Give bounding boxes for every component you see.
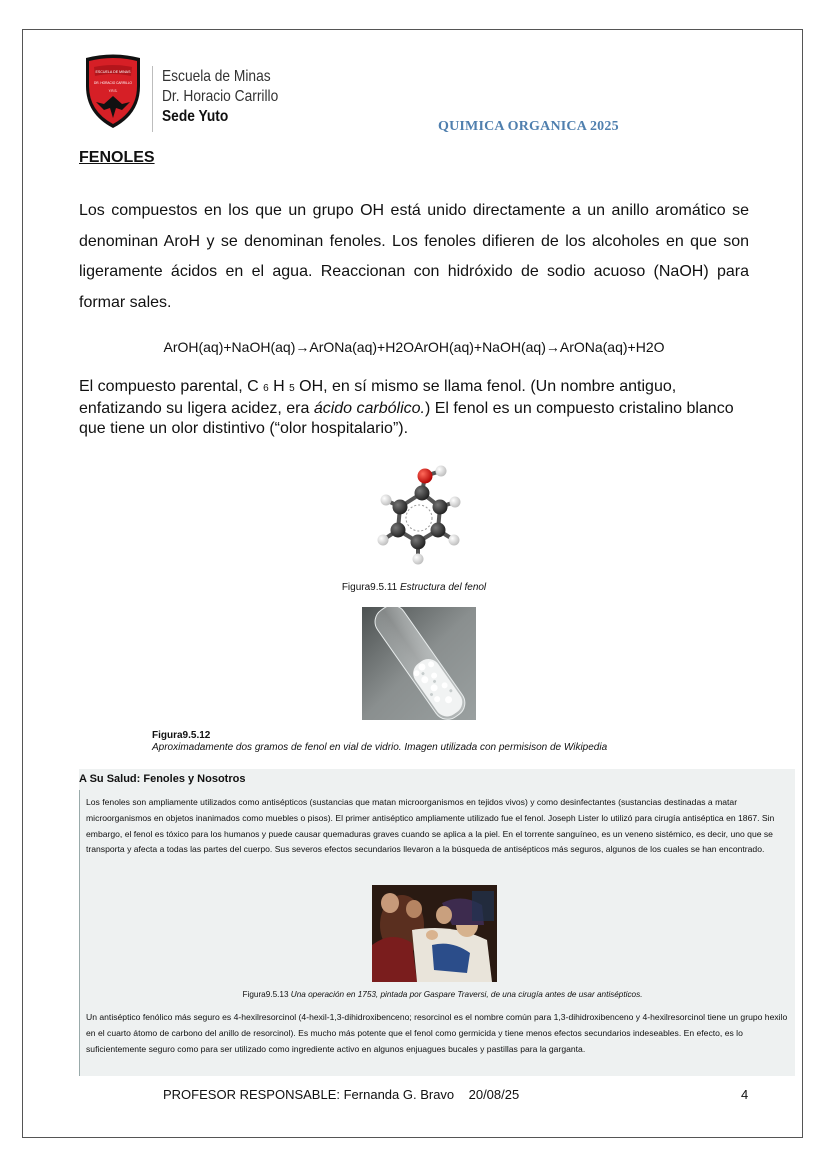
school-logo bbox=[82, 52, 144, 130]
figure3-label: Figura9.5.13 bbox=[242, 990, 289, 999]
health-box-paragraph1: Los fenoles son ampliamente utilizados como antisépticos (sustancias que matan microorganismos en tejidos vivos) y como desinfectantes (sustancias destinadas a matar microorganismos en objetos inanimados como muebles o pisos). El primer antiséptico ampliamente utilizado fue el fenol. Joseph Lister lo utilizó para cirugía antiséptica en 1867. Sin embargo, el fenol es tóxico para los humanos y puede causar quemaduras graves cuando se aplica a la piel. En el torrente sanguíneo, es un veneno sistémico, es decir, uno que se transporta y afecta a todas las partes del cuerpo. Sus severos efectos secundarios llevaron a la búsqueda de antisépticos más seguros, algunos de los cuales se han encontrado. bbox=[86, 797, 775, 855]
figure2-caption: Aproximadamente dos gramos de fenol en vial de vidrio. Imagen utilizada con permisison de Wikipedia bbox=[152, 742, 608, 753]
logo-divider bbox=[152, 66, 153, 132]
parent-text-d: ) El fenol es un compuesto cristalino blanco que tiene un olor distintivo (“olor hospitalario”). bbox=[79, 400, 734, 437]
intro-paragraph: Los compuestos en los que un grupo OH está unido directamente a un anillo aromático se denominan AroH y se denominan fenoles. Los fenoles difieren de los alcoholes en que son ligeramente ácidos en el agua. Reaccionan con hidróxido de sodio acuoso (NaOH) para formar sales. bbox=[79, 202, 749, 311]
parent-subscript-6: 6 bbox=[263, 383, 269, 394]
carbolic-acid-term: ácido carbólico. bbox=[313, 400, 425, 417]
logo-text-bottom: Y.R.S. bbox=[108, 89, 118, 93]
school-name-block bbox=[162, 67, 278, 127]
school-name-line2: Dr. Horacio Carrillo bbox=[162, 88, 279, 105]
figure1-label: Figura9.5.11 bbox=[341, 582, 398, 593]
parent-compound-paragraph bbox=[79, 377, 749, 439]
school-campus: Sede Yuto bbox=[162, 108, 229, 125]
section-title: FENOLES bbox=[79, 149, 155, 166]
health-box-rule bbox=[79, 790, 80, 1076]
logo-text-top: ESCUELA DE MINAS bbox=[95, 70, 131, 74]
figure1-caption bbox=[0, 582, 828, 593]
figure2-label: Figura9.5.12 bbox=[152, 730, 211, 741]
health-box-title: A Su Salud: Fenoles y Nosotros bbox=[79, 773, 246, 785]
parent-text-c: OH, en sí mismo se llama fenol. (Un nombre antiguo, enfatizando su ligera acidez, era bbox=[79, 378, 677, 417]
footer-teacher-date: PROFESOR RESPONSABLE: Fernanda G. Bravo 20/08/25 bbox=[163, 1087, 520, 1102]
figure1-caption-text: Estructura del fenol bbox=[400, 582, 487, 593]
reaction-equation: ArOH(aq)+NaOH(aq)→ArONa(aq)+H2OArOH(aq)+NaOH(aq)→ArONa(aq)+H2O bbox=[163, 339, 665, 355]
figure3-caption-text: Una operación en 1753, pintada por Gaspare Traversi, de una cirugía antes de usar antisépticos. bbox=[290, 990, 643, 999]
school-name-line1: Escuela de Minas bbox=[162, 68, 271, 85]
page-number: 4 bbox=[741, 1087, 749, 1102]
parent-text-a: El compuesto parental, C bbox=[79, 378, 259, 395]
logo-text-mid: DR. HORACIO CARRILLO bbox=[93, 81, 133, 85]
surgery-painting bbox=[372, 885, 497, 982]
health-box-paragraph2: Un antiséptico fenólico más seguro es 4-hexilresorcinol (4-hexil-1,3-dihidroxibenceno; resorcinol es el nombre común para 1,3-dihidroxibenceno y 4-hexilresorcinol tiene un grupo hexilo en el cuarto átomo de carbono del anillo de resorcinol). Es mucho más potente que el fenol como germicida y tiene menos efectos secundarios indeseables. En efecto, es lo suficientemente seguro como para ser utilizado como ingrediente activo en algunos enjuagues bucales y pastillas para la garganta. bbox=[86, 1012, 788, 1054]
phenol-vial-photo bbox=[362, 607, 476, 720]
phenol-molecule-image bbox=[368, 460, 468, 578]
parent-subscript-5: 5 bbox=[289, 383, 295, 394]
parent-text-b: H bbox=[268, 378, 285, 395]
figure3-caption bbox=[0, 990, 828, 999]
subject-title: QUIMICA ORGANICA 2025 bbox=[438, 119, 619, 134]
